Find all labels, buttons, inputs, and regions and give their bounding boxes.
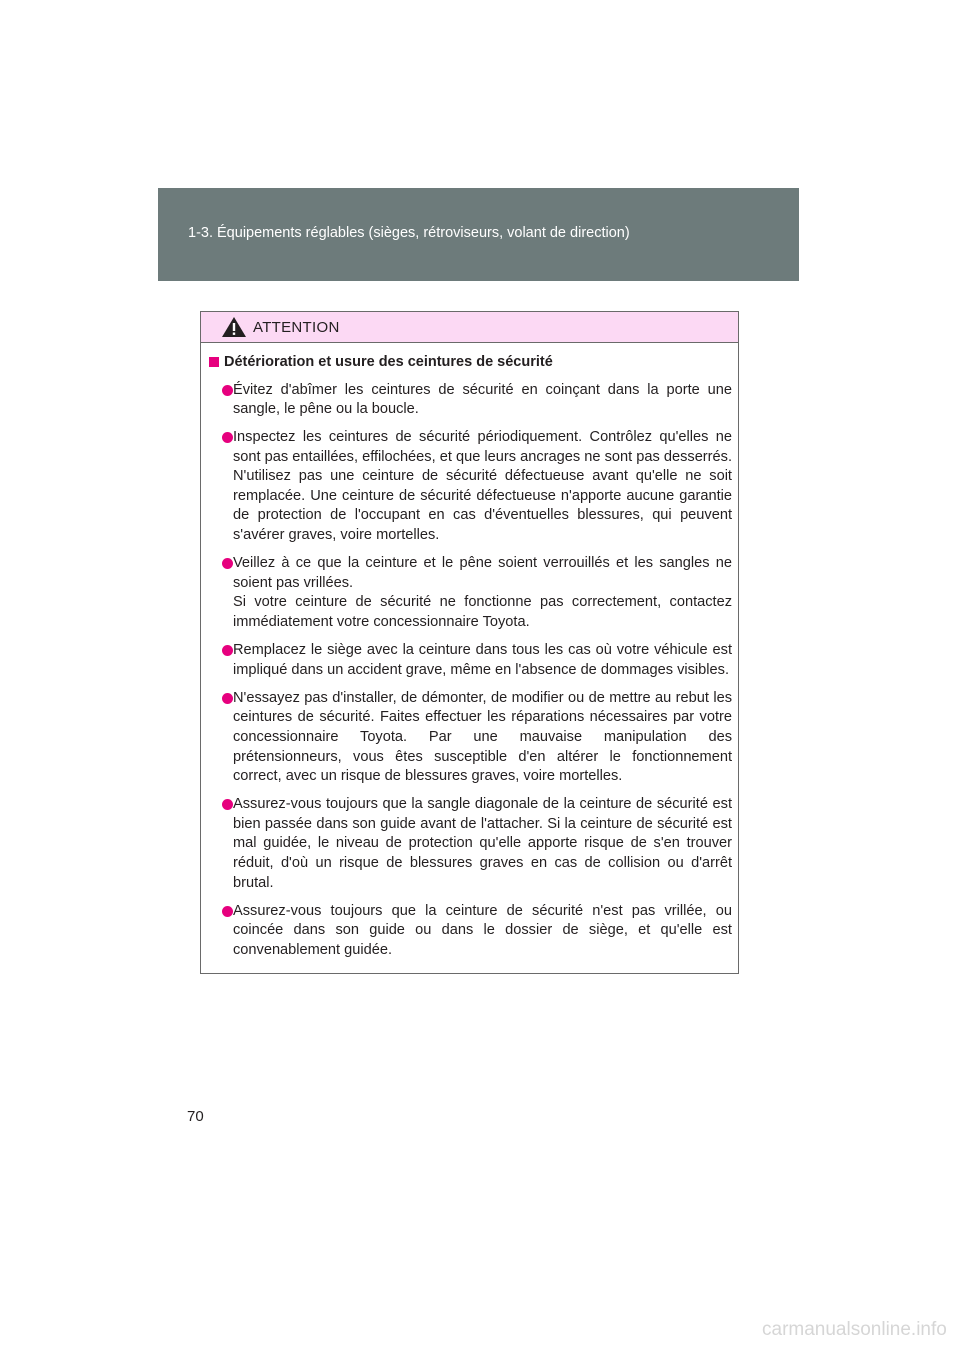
circle-bullet-icon — [222, 385, 233, 396]
warning-label: ATTENTION — [253, 319, 340, 336]
list-item-line: Si votre ceinture de sécurité ne fonctionne pas correctement, contactez immédiatement votre concessionnaire Toyota. — [233, 594, 732, 630]
list-item-text: Remplacez le siège avec la ceinture dans tous les cas où votre véhicule est impliqué dans un accident grave, même en l'absence de dommages visibles. — [233, 642, 732, 678]
section-heading — [209, 353, 732, 373]
list-item-text: N'essayez pas d'installer, de démonter, de modifier ou de mettre au rebut les ceintures de sécurité. Faites effectuer les réparations nécessaires par votre concessionnaire Toyota. Par une mauvaise manipulation des prétensionneurs, vous êtes susceptible d'en altérer le fonctionnement correct, avec un risque de blessures graves, voire mortelles. — [233, 689, 732, 785]
list-item — [209, 641, 732, 680]
list-item-text: Inspectez les ceintures de sécurité périodiquement. Contrôlez qu'elles ne sont pas entaillées, effilochées, et que leurs ancrages ne sont pas desserrés. N'utilisez pas une ceinture de sécurité défectueuse avant qu'elle ne soit remplacée. Une ceinture de sécurité défectueuse n'apporte aucune garantie de protection de l'occupant en cas d'éventuelles blessures, qui peuvent s'avérer graves, voire mortelles. — [233, 429, 732, 544]
list-item — [209, 428, 732, 545]
list-item-text: Assurez-vous toujours que la sangle diagonale de la ceinture de sécurité est bien passée dans son guide avant de l'attacher. Si la ceinture de sécurité est mal guidée, le niveau de protection qu'elle apporte risque de s'en trouver réduit, d'où un risque de blessures graves en cas de collision ou d'arrêt brutal. — [233, 796, 732, 891]
chapter-title: 1-3. Équipements réglables (sièges, rétroviseurs, volant de direction) — [188, 225, 630, 241]
list-item — [209, 689, 732, 787]
list-item — [209, 381, 732, 420]
square-bullet-icon — [209, 357, 219, 367]
list-item-line: Veillez à ce que la ceinture et le pêne soient verrouillés et les sangles ne soient pas vrillées. — [233, 555, 732, 591]
chapter-header-band — [158, 188, 799, 281]
list-item-text — [231, 554, 732, 632]
list-item-text: Évitez d'abîmer les ceintures de sécurité en coinçant dans la porte une sangle, le pêne ou la boucle. — [233, 381, 732, 418]
warning-box — [200, 311, 739, 974]
list-item-text: Assurez-vous toujours que la ceinture de sécurité n'est pas vrillée, ou coincée dans son guide ou dans le dossier de siège, et qu'elle est convenablement guidée. — [233, 902, 732, 958]
page-number: 70 — [187, 1108, 204, 1125]
list-item — [209, 795, 732, 893]
section-title: Détérioration et usure des ceintures de sécurité — [224, 354, 553, 370]
watermark: carmanualsonline.info — [762, 1319, 947, 1340]
circle-bullet-icon — [222, 906, 233, 917]
circle-bullet-icon — [222, 693, 233, 704]
list-item — [209, 554, 732, 632]
warning-header — [201, 312, 738, 343]
warning-list — [209, 381, 732, 961]
warning-triangle-icon — [221, 316, 247, 338]
warning-content — [201, 343, 738, 960]
list-item — [209, 902, 732, 961]
